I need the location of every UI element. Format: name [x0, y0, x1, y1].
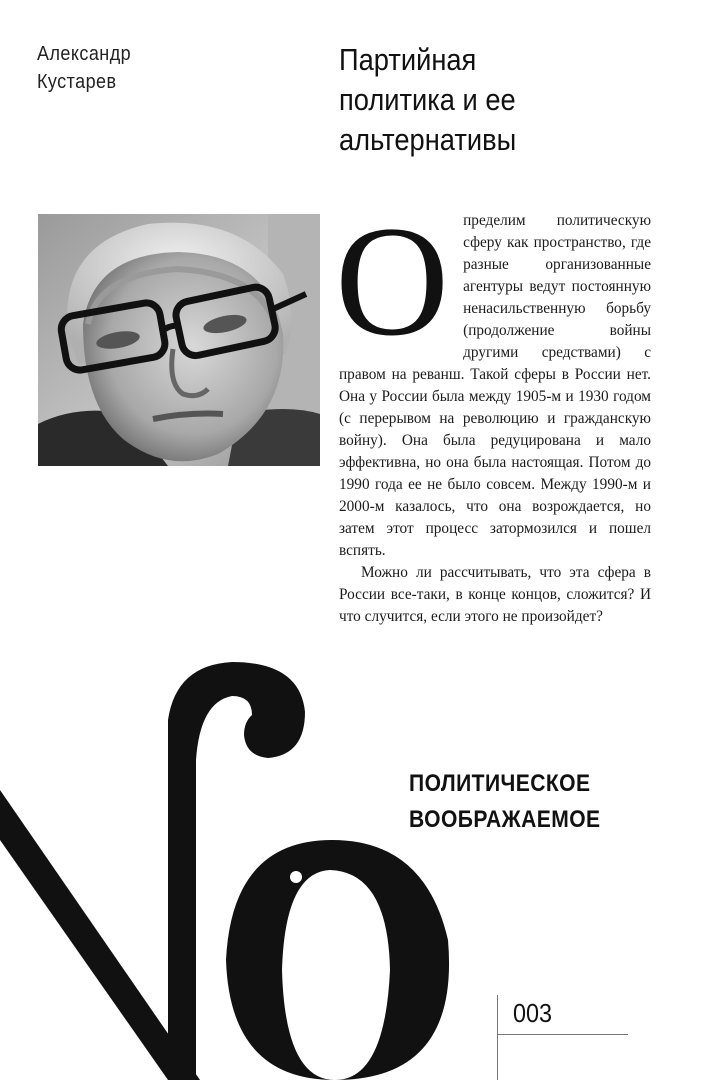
article-paragraph: Можно ли рассчитывать, что эта сфера в России все-таки, в конце концов, сложится? И что случится, если этого не произойдет? [339, 564, 651, 625]
author-name [37, 40, 131, 96]
author-portrait-icon [38, 214, 320, 466]
title-line: политика и ее [339, 82, 516, 117]
title-line: альтернативы [339, 122, 517, 157]
article-paragraph [335, 194, 651, 562]
article-title [339, 40, 629, 160]
author-last-name: Кустарев [37, 71, 117, 93]
section-line: ПОЛИТИЧЕСКОЕ [409, 770, 591, 797]
numero-sign-icon [0, 640, 480, 1080]
author-photo [38, 214, 320, 466]
author-first-name: Александр [37, 43, 132, 65]
article-body [335, 194, 651, 628]
paragraph-text: пределим политическую сферу как пространство, где разные организованные агентуры ведут постоянную ненасильственную борьбу (продолжение войны другими средствами) с правом на реванш. Такой сферы в России нет. Она у России была между 1905-м и 1930 годом (с перерывом на революцию и гражданскую войну). Она была редуцирована и мало эффективна, но она была настоящая. Потом до 1990 года ее не было совсем. Между 1990-м и 2000-м казалось, что она возрождается, но затем этот процесс затормозился и пошел вспять. [339, 212, 651, 559]
title-line: Партийная [339, 42, 477, 77]
page-divider-vertical [497, 995, 498, 1080]
section-name [409, 766, 600, 838]
drop-cap: О [335, 194, 450, 369]
page-divider-horizontal [497, 1034, 628, 1035]
section-line: ВООБРАЖАЕМОЕ [409, 806, 601, 833]
page-number: 003 [513, 998, 553, 1028]
